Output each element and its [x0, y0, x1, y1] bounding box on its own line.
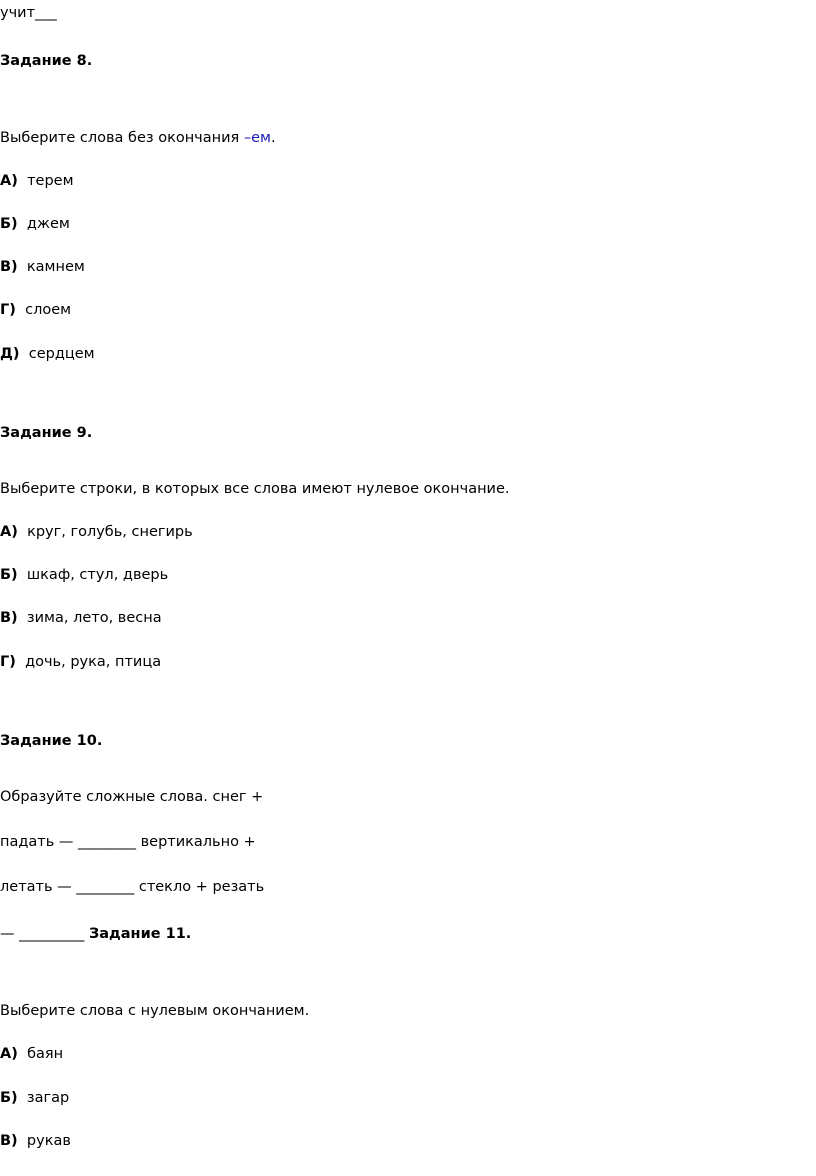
option-text: баян: [27, 1046, 64, 1062]
option-label: В): [0, 259, 18, 275]
task11-option-a: [0, 1045, 63, 1063]
task9-option-a: [0, 523, 193, 541]
option-text: дочь, рука, птица: [25, 654, 162, 670]
task9-heading: Задание 9.: [0, 425, 93, 441]
task10-blank: — _________: [0, 926, 89, 942]
option-label: В): [0, 1133, 18, 1149]
option-text: зима, лето, весна: [26, 610, 162, 626]
task11-heading: Задание 11.: [88, 926, 192, 942]
task9-option-g: [0, 653, 161, 671]
option-label: А): [0, 173, 18, 189]
task10-heading: Задание 10.: [0, 733, 103, 749]
task8-question-accent: –ем: [243, 130, 271, 146]
option-label: Д): [0, 346, 20, 362]
option-label: Б): [0, 216, 18, 232]
task9-question: Выберите строки, в которых все слова имеют нулевое окончание.: [0, 481, 510, 497]
task8-option-v: [0, 258, 85, 276]
task11-question: Выберите слова с нулевым окончанием.: [0, 1003, 310, 1019]
task10-line-2: падать — ________ вертикально +: [0, 834, 256, 850]
task10-line-3: летать — ________ стекло + резать: [0, 879, 265, 895]
task10-line-4: [0, 925, 191, 943]
option-text: загар: [26, 1090, 70, 1106]
option-text: круг, голубь, снегирь: [27, 524, 193, 540]
task8-heading: Задание 8.: [0, 53, 93, 69]
task8-question-end: .: [271, 130, 276, 146]
task9-option-b: [0, 566, 168, 584]
option-label: В): [0, 610, 18, 626]
task10-line-1: Образуйте сложные слова. снег +: [0, 789, 264, 805]
option-text: слоем: [25, 302, 72, 318]
option-text: рукав: [26, 1133, 71, 1149]
option-label: Б): [0, 567, 18, 583]
task9-option-v: [0, 609, 162, 627]
option-label: Г): [0, 654, 16, 670]
option-text: шкаф, стул, дверь: [26, 567, 169, 583]
task11-option-b: [0, 1089, 69, 1107]
option-text: джем: [26, 216, 70, 232]
option-label: Г): [0, 302, 16, 318]
task8-option-a: [0, 172, 74, 190]
task8-option-d: [0, 345, 95, 363]
top-fragment: учит___: [0, 5, 57, 21]
option-label: А): [0, 1046, 18, 1062]
option-text: сердцем: [28, 346, 95, 362]
option-text: камнем: [26, 259, 85, 275]
task8-question-text: Выберите слова без окончания: [0, 130, 244, 146]
option-label: Б): [0, 1090, 18, 1106]
option-label: А): [0, 524, 18, 540]
task8-option-b: [0, 215, 70, 233]
option-text: терем: [27, 173, 74, 189]
task8-option-g: [0, 301, 71, 319]
task8-question: [0, 129, 276, 147]
task11-option-v: [0, 1132, 71, 1150]
